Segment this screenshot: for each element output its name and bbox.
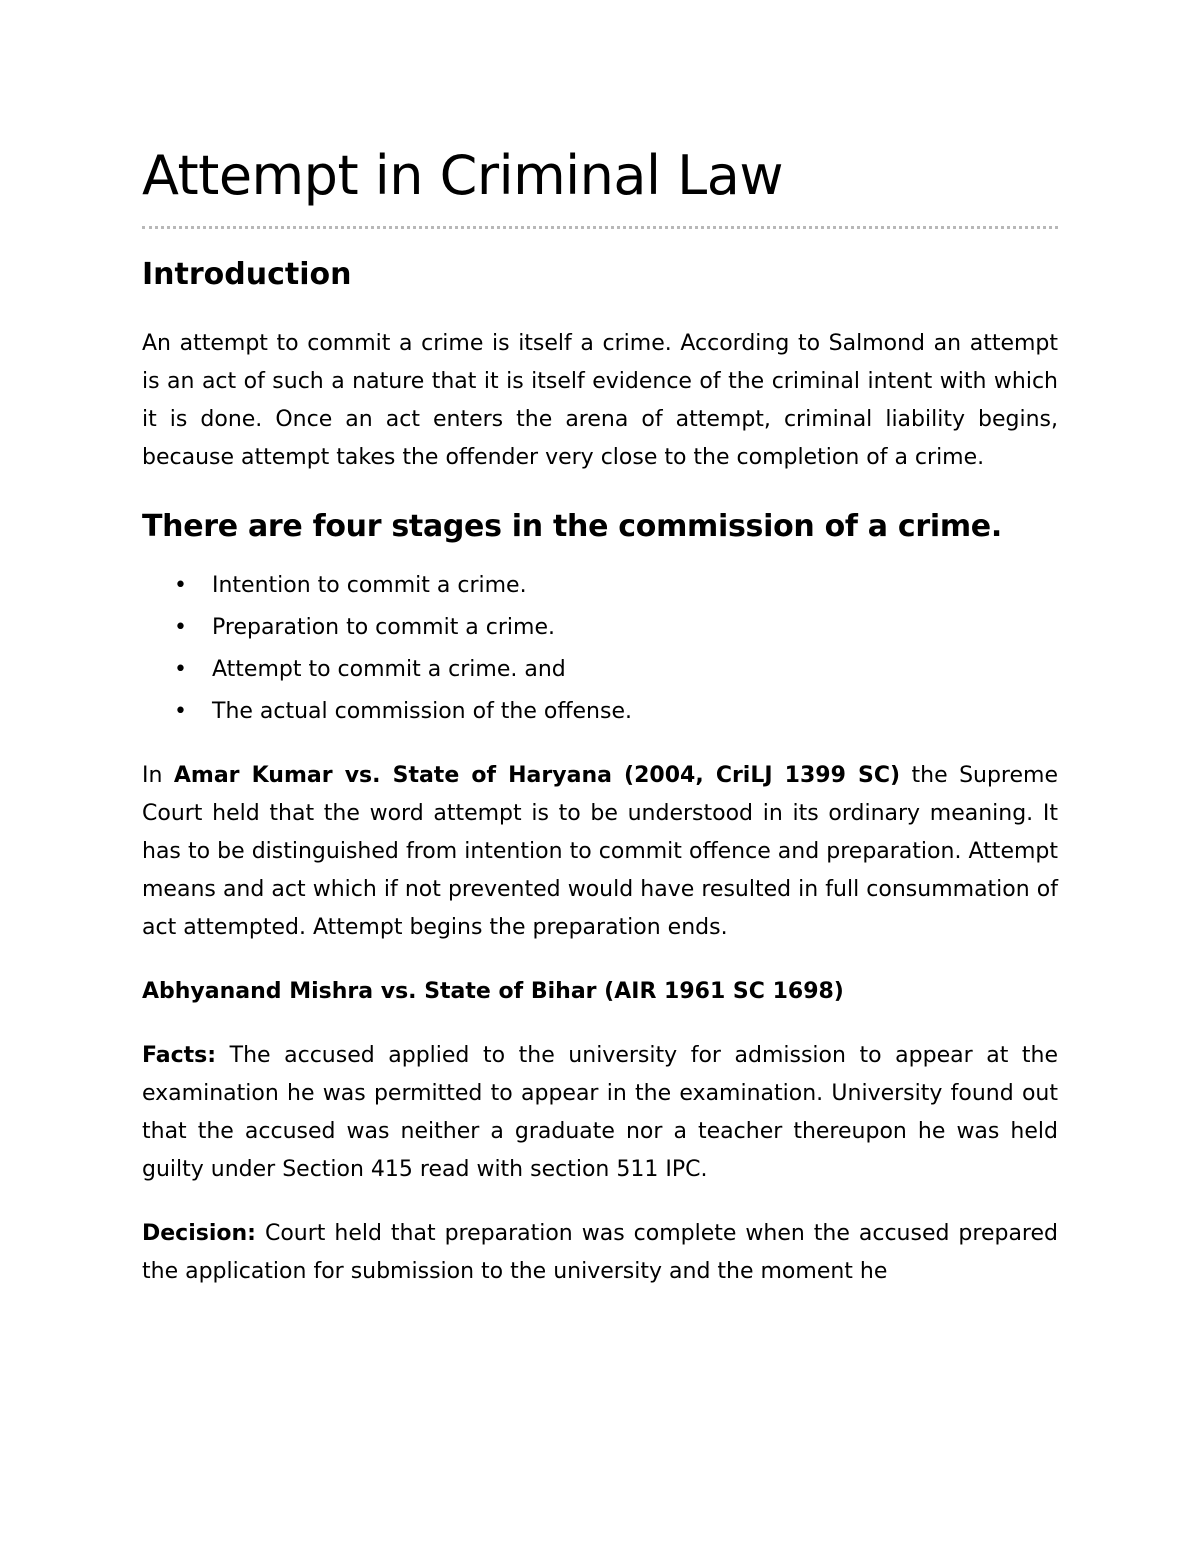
- list-item: [142, 649, 1058, 691]
- bullet-icon: •: [174, 573, 187, 598]
- decision-label: Decision:: [142, 1221, 256, 1246]
- introduction-paragraph: An attempt to commit a crime is itself a crime. According to Salmond an attempt is an act of such a nature that it is itself evidence of the criminal intent with which it is done. Once an act enters the arena of attempt, criminal liability begins, because attempt takes the offender very close to the completion of a crime.: [142, 331, 1058, 470]
- amar-kumar-paragraph: [142, 757, 1058, 947]
- amar-prefix: In: [142, 763, 163, 788]
- list-item: [142, 565, 1058, 607]
- abhyanand-case-heading: Abhyanand Mishra vs. State of Bihar (AIR 1961 SC 1698): [142, 979, 844, 1004]
- document-title: Attempt in Criminal Law: [142, 144, 784, 207]
- bullet-icon: •: [174, 615, 187, 640]
- facts-label: Facts:: [142, 1043, 217, 1068]
- amar-case-name: Amar Kumar vs. State of Haryana (2004, CriLJ 1399 SC): [173, 763, 901, 788]
- stage-text: Attempt to commit a crime. and: [212, 657, 566, 682]
- decision-paragraph: [142, 1215, 1058, 1291]
- bullet-icon: •: [174, 699, 187, 724]
- list-item: [142, 691, 1058, 733]
- title-divider: [142, 226, 1058, 229]
- bullet-icon: •: [174, 657, 187, 682]
- list-item: [142, 607, 1058, 649]
- stage-text: The actual commission of the offense.: [212, 699, 632, 724]
- introduction-heading: Introduction: [142, 257, 352, 292]
- stages-list: [142, 565, 1058, 733]
- stage-text: Intention to commit a crime.: [212, 573, 527, 598]
- decision-text: Court held that preparation was complete when the accused prepared the application for submission to the university and the moment he: [142, 1221, 1058, 1284]
- document-content: [142, 142, 1058, 1291]
- stage-text: Preparation to commit a crime.: [212, 615, 555, 640]
- stages-heading: There are four stages in the commission of a crime.: [142, 509, 1002, 544]
- facts-paragraph: [142, 1037, 1058, 1189]
- amar-text: the Supreme Court held that the word attempt is to be understood in its ordinary meaning. It has to be distinguished from intention to commit offence and preparation. Attempt means and act which if not prevented would have resulted in full consummation of act attempted. Attempt begins the preparation ends.: [142, 763, 1058, 940]
- facts-text: The accused applied to the university for admission to appear at the examination he was permitted to appear in the examination. University found out that the accused was neither a graduate nor a teacher thereupon he was held guilty under Section 415 read with section 511 IPC.: [142, 1043, 1058, 1182]
